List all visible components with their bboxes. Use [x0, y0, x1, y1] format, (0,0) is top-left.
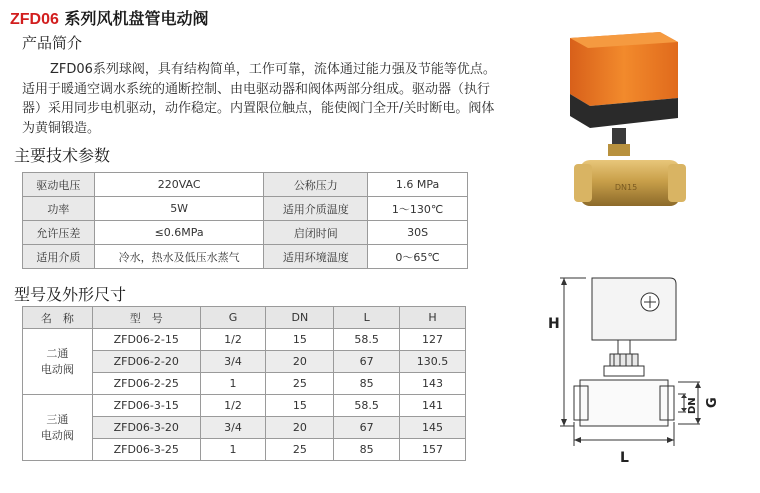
dim-l-label: L — [620, 450, 629, 466]
column-header: 名 称 — [23, 307, 93, 329]
cell-h: 143 — [400, 373, 466, 395]
spec-row — [23, 197, 468, 221]
cell-l: 85 — [334, 439, 400, 461]
cell-l: 67 — [334, 351, 400, 373]
photo-marking: DN15 — [614, 183, 638, 192]
spec-value: 0～65℃ — [368, 245, 468, 269]
cell-g: 1 — [200, 373, 266, 395]
spec-label: 启闭时间 — [264, 221, 368, 245]
spec-label: 适用介质 — [23, 245, 95, 269]
intro-paragraph: ZFD06系列球阀，具有结构简单，工作可靠，流体通过能力强及节能等优点。适用于暖通空调水系统的通断控制、由电驱动器和阀体两部分组成。驱动器（执行器）采用同步电机驱动，动作稳定。内置限位触点，能使阀门全开/关时断电。阀体为黄铜锻造。 — [22, 62, 496, 136]
spec-value: 1～130℃ — [368, 197, 468, 221]
specs-heading: 主要技术参数 — [14, 146, 111, 165]
cell-l: 58.5 — [334, 329, 400, 351]
cell-dn: 20 — [266, 351, 334, 373]
cell-model: ZFD06-2-15 — [92, 329, 200, 351]
cell-g: 3/4 — [200, 417, 266, 439]
column-header: H — [400, 307, 466, 329]
cell-model: ZFD06-3-25 — [92, 439, 200, 461]
cell-model: ZFD06-3-15 — [92, 395, 200, 417]
cell-dn: 20 — [266, 417, 334, 439]
cell-l: 58.5 — [334, 395, 400, 417]
dim-g-label: G — [705, 397, 720, 408]
spec-row — [23, 221, 468, 245]
spec-label: 允许压差 — [23, 221, 95, 245]
dim-h-label: H — [548, 316, 560, 332]
cell-h: 141 — [400, 395, 466, 417]
cell-l: 67 — [334, 417, 400, 439]
cell-g: 1/2 — [200, 329, 266, 351]
specs-table — [22, 172, 468, 269]
spec-value: 30S — [368, 221, 468, 245]
spec-label: 公称压力 — [264, 173, 368, 197]
spec-value: ≤0.6MPa — [94, 221, 264, 245]
valve-photo — [560, 20, 720, 250]
model-code: ZFD06 — [10, 11, 59, 28]
valve-type-cell: 三通 电动阀 — [23, 395, 93, 461]
cell-g: 1 — [200, 439, 266, 461]
cell-h: 130.5 — [400, 351, 466, 373]
spec-value: 220VAC — [94, 173, 264, 197]
cell-dn: 15 — [266, 329, 334, 351]
column-header: G — [200, 307, 266, 329]
cell-h: 145 — [400, 417, 466, 439]
table-row — [23, 329, 466, 351]
cell-dn: 25 — [266, 373, 334, 395]
cell-h: 127 — [400, 329, 466, 351]
cell-dn: 25 — [266, 439, 334, 461]
table-row — [23, 395, 466, 417]
column-header: 型 号 — [92, 307, 200, 329]
models-table — [22, 306, 466, 461]
actuator-box — [570, 32, 678, 128]
cell-model: ZFD06-2-25 — [92, 373, 200, 395]
spec-label: 适用环境温度 — [264, 245, 368, 269]
column-header: L — [334, 307, 400, 329]
valve-body — [574, 160, 686, 206]
spec-row — [23, 173, 468, 197]
product-title — [10, 6, 208, 29]
cell-g: 1/2 — [200, 395, 266, 417]
cell-model: ZFD06-2-20 — [92, 351, 200, 373]
spec-label: 功率 — [23, 197, 95, 221]
cell-g: 3/4 — [200, 351, 266, 373]
column-header: DN — [266, 307, 334, 329]
cell-model: ZFD06-3-20 — [92, 417, 200, 439]
spec-label: 适用介质温度 — [264, 197, 368, 221]
spec-label: 驱动电压 — [23, 173, 95, 197]
cell-l: 85 — [334, 373, 400, 395]
spec-value: 1.6 MPa — [368, 173, 468, 197]
intro-heading: 产品简介 — [22, 34, 83, 52]
cell-dn: 15 — [266, 395, 334, 417]
spec-row — [23, 245, 468, 269]
valve-type-cell: 二通 电动阀 — [23, 329, 93, 395]
spec-value: 冷水，热水及低压水蒸气 — [94, 245, 264, 269]
dim-dn-label: DN — [687, 397, 698, 414]
spec-value: 5W — [94, 197, 264, 221]
models-heading: 型号及外形尺寸 — [14, 285, 127, 304]
dimension-drawing — [540, 270, 750, 485]
title-text: 系列风机盘管电动阀 — [58, 9, 209, 28]
cell-h: 157 — [400, 439, 466, 461]
